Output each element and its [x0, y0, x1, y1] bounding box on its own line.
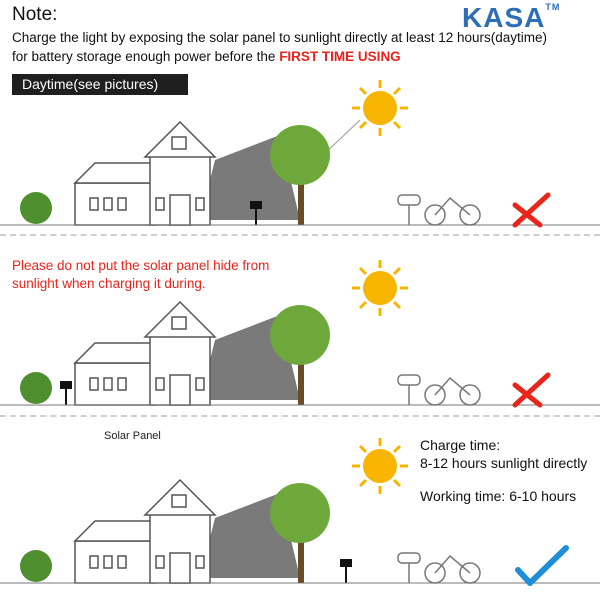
- brand-name: KASA: [462, 2, 546, 33]
- divider: [0, 415, 600, 417]
- bicycle-icon: [425, 378, 480, 405]
- bush-icon: [20, 192, 52, 224]
- warning-line-2: sunlight when charging it during.: [12, 276, 206, 291]
- scene-correct: [0, 438, 600, 588]
- bicycle-icon: [425, 556, 480, 583]
- scene-wrong-hidden: [0, 260, 600, 410]
- charge-time-title: Charge time:: [420, 437, 501, 453]
- cross-mark-icon: [515, 195, 548, 225]
- daytime-label: Daytime(see pictures): [12, 74, 188, 95]
- brand-tm: TM: [545, 2, 561, 12]
- house-icon: [75, 302, 215, 405]
- warning-line-1: Please do not put the solar panel hide from: [12, 258, 270, 273]
- working-time: Working time: 6-10 hours: [420, 488, 577, 504]
- mailbox-icon: [398, 553, 420, 583]
- bush-icon: [20, 372, 52, 404]
- brand-logo: [462, 2, 560, 34]
- bicycle-icon: [425, 198, 480, 225]
- solar-panel-label: Solar Panel: [104, 430, 161, 442]
- note-title: Note:: [12, 4, 58, 25]
- sun-icon: [352, 80, 408, 136]
- divider: [0, 234, 600, 236]
- first-time-highlight: FIRST TIME USING: [279, 49, 401, 64]
- sun-icon: [352, 438, 408, 494]
- check-mark-icon: [518, 548, 566, 583]
- scene-wrong-shade: [0, 80, 600, 230]
- bush-icon: [20, 550, 52, 582]
- mailbox-icon: [398, 195, 420, 225]
- mailbox-icon: [398, 375, 420, 405]
- note-line-1: Charge the light by exposing the solar panel to sunlight directly at least 12 hours(daytime): [12, 30, 548, 45]
- cross-mark-icon: [515, 375, 548, 405]
- note-line-2: [12, 49, 401, 64]
- note-line-2-text: for battery storage enough power before the: [12, 49, 280, 64]
- solar-panel-icon: [340, 559, 352, 583]
- solar-panel-icon: [60, 381, 72, 405]
- sun-icon: [352, 260, 408, 316]
- charge-time-value: 8-12 hours sunlight directly: [420, 455, 588, 471]
- house-icon: [75, 122, 215, 225]
- house-icon: [75, 480, 215, 583]
